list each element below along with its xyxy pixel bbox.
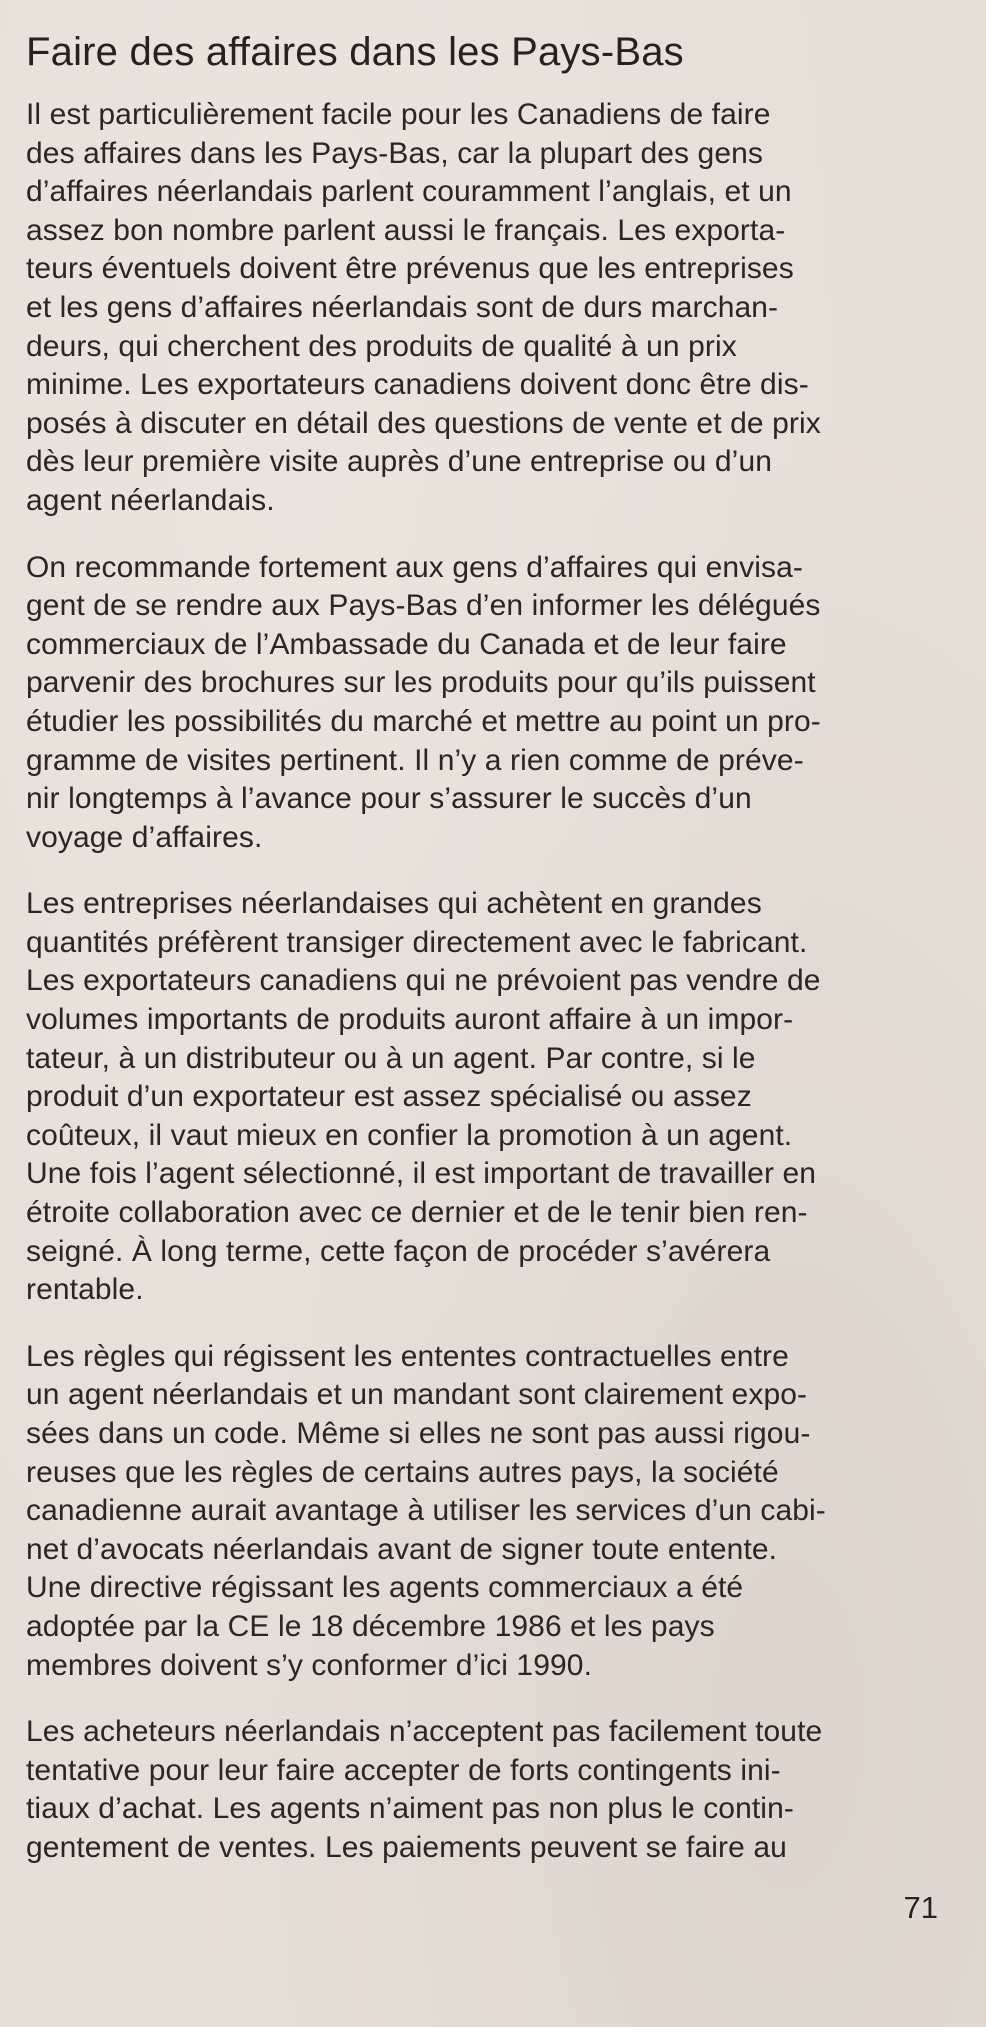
- text-line: d’affaires néerlandais parlent couramment l’anglais, et un: [26, 175, 792, 209]
- text-line: On recommande fortement aux gens d’affaires qui envisa-: [26, 550, 804, 584]
- text-line: posés à discuter en détail des questions de vente et de prix: [26, 406, 821, 440]
- text-line: Les acheteurs néerlandais n’acceptent pas facilement toute: [26, 1715, 823, 1749]
- text-line: gramme de visites pertinent. Il n’y a rien comme de préve-: [26, 743, 804, 777]
- text-line: tentative pour leur faire accepter de forts contingents ini-: [26, 1753, 781, 1787]
- paragraph-4: [26, 1338, 952, 1685]
- text-line: quantités préfèrent transiger directement avec le fabricant.: [26, 925, 808, 959]
- text-line: et les gens d’affaires néerlandais sont de durs marchan-: [26, 290, 779, 324]
- page-number: 71: [903, 1890, 938, 1925]
- text-line: sées dans un code. Même si elles ne sont pas aussi rigou-: [26, 1417, 811, 1450]
- text-line: commerciaux de l’Ambassade du Canada et de leur faire: [26, 627, 787, 661]
- text-line: étudier les possibilités du marché et mettre au point un pro-: [26, 704, 821, 738]
- text-line: tiaux d’achat. Les agents n’aiment pas non plus le contin-: [26, 1792, 794, 1826]
- text-line: tateur, à un distributeur ou à un agent. Par contre, si le: [26, 1041, 756, 1075]
- text-line: gentement de ventes. Les paiements peuvent se faire au: [26, 1830, 787, 1864]
- text-line: coûteux, il vaut mieux en confier la promotion à un agent.: [26, 1118, 793, 1152]
- text-line: Les exportateurs canadiens qui ne prévoient pas vendre de: [26, 964, 821, 998]
- text-line: seigné. À long terme, cette façon de procéder s’avérera: [26, 1234, 771, 1268]
- text-line: Une directive régissant les agents commerciaux a été: [26, 1571, 744, 1605]
- paragraph-3: [26, 885, 952, 1310]
- text-line: gent de se rendre aux Pays-Bas d’en informer les délégués: [26, 589, 821, 623]
- text-line: un agent néerlandais et un mandant sont clairement expo-: [26, 1378, 808, 1412]
- text-line: agent néerlandais.: [26, 483, 275, 517]
- text-line: produit d’un exportateur est assez spécialisé ou assez: [26, 1080, 752, 1114]
- page-title: Faire des affaires dans les Pays-Bas: [26, 30, 684, 74]
- text-line: rentable.: [26, 1273, 144, 1307]
- text-line: Une fois l’agent sélectionné, il est important de travailler en: [26, 1157, 817, 1191]
- text-line: minime. Les exportateurs canadiens doivent donc être dis-: [26, 368, 809, 402]
- text-line: teurs éventuels doivent être prévenus que les entreprises: [26, 252, 794, 286]
- article-body: [26, 96, 952, 1896]
- paragraph-1: [26, 96, 952, 521]
- text-line: reuses que les règles de certains autres pays, la société: [26, 1455, 779, 1489]
- text-line: adoptée par la CE le 18 décembre 1986 et les pays: [26, 1609, 715, 1643]
- text-line: Il est particulièrement facile pour les Canadiens de faire: [26, 98, 771, 131]
- text-line: dès leur première visite auprès d’une entreprise ou d’un: [26, 445, 773, 479]
- text-line: volumes importants de produits auront affaire à un impor-: [26, 1003, 794, 1037]
- text-line: deurs, qui cherchent des produits de qualité à un prix: [26, 329, 737, 363]
- text-line: net d’avocats néerlandais avant de signer toute entente.: [26, 1532, 778, 1566]
- text-line: assez bon nombre parlent aussi le français. Les exporta-: [26, 213, 786, 247]
- text-line: Les entreprises néerlandaises qui achètent en grandes: [26, 887, 762, 921]
- text-line: membres doivent s’y conformer d’ici 1990.: [26, 1648, 592, 1682]
- text-line: nir longtemps à l’avance pour s’assurer le succès d’un: [26, 782, 752, 816]
- paragraph-5: [26, 1713, 952, 1867]
- text-line: Les règles qui régissent les ententes contractuelles entre: [26, 1339, 789, 1373]
- text-line: canadienne aurait avantage à utiliser les services d’un cabi-: [26, 1494, 826, 1528]
- text-line: étroite collaboration avec ce dernier et de le tenir bien ren-: [26, 1196, 808, 1230]
- text-line: parvenir des brochures sur les produits pour qu’ils puissent: [26, 666, 816, 700]
- text-line: des affaires dans les Pays-Bas, car la plupart des gens: [26, 136, 764, 170]
- paragraph-2: [26, 549, 952, 858]
- text-line: voyage d’affaires.: [26, 820, 263, 854]
